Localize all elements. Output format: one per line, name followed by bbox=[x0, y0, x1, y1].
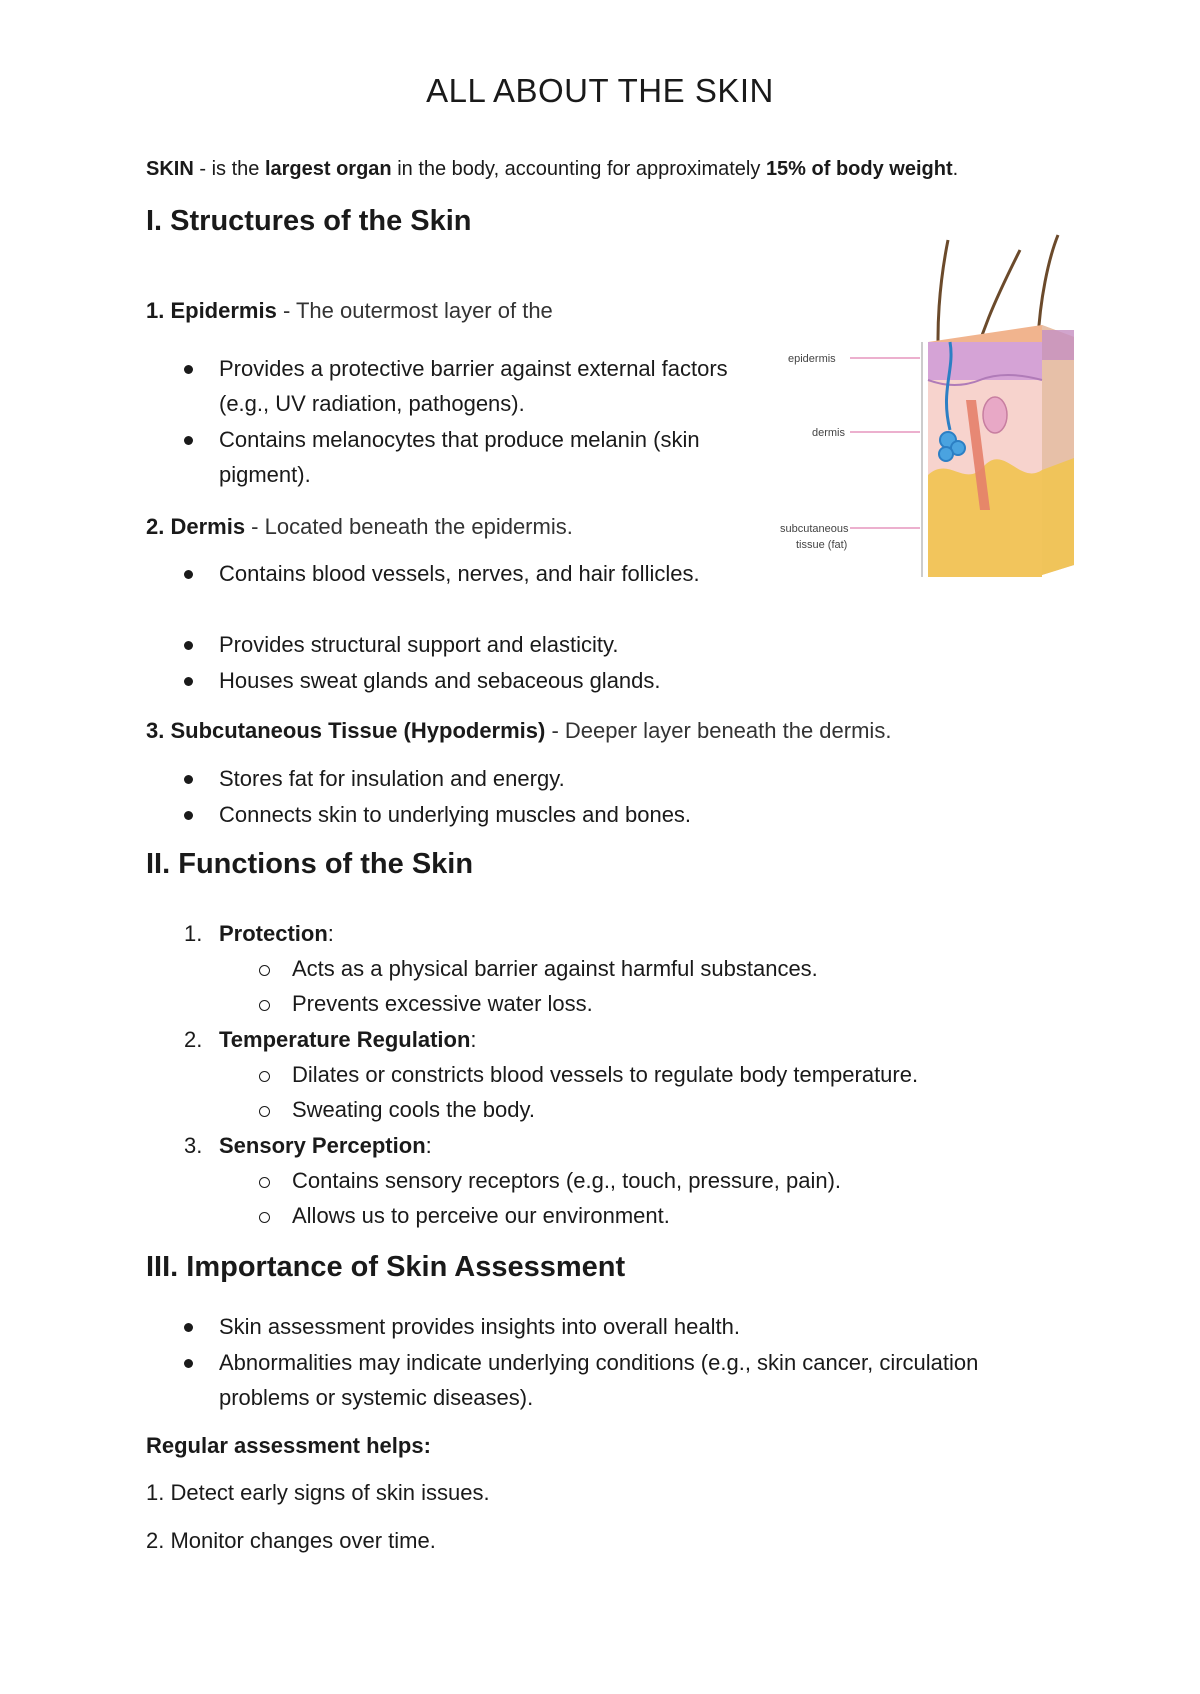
label-subcutaneous: subcutaneous bbox=[780, 523, 849, 535]
numbered-item bbox=[184, 921, 334, 947]
bullet-dot bbox=[184, 677, 193, 686]
intro-text: - is the bbox=[193, 158, 265, 180]
sub-bullet-item bbox=[292, 956, 818, 982]
bullet-item bbox=[219, 663, 739, 698]
sub-bullet-item bbox=[292, 991, 593, 1017]
epidermis-layer bbox=[928, 342, 1042, 380]
circle-bullet bbox=[259, 1071, 270, 1082]
sub-bullet-text: Prevents excessive water loss. bbox=[292, 991, 593, 1016]
numbered-item bbox=[184, 1027, 477, 1053]
circle-bullet bbox=[259, 1106, 270, 1117]
bullet-dot bbox=[184, 811, 193, 820]
bullet-dot bbox=[184, 1323, 193, 1332]
subheading-label: 2. Dermis bbox=[146, 514, 246, 539]
intro-paragraph bbox=[146, 158, 958, 181]
bullet-item bbox=[219, 761, 1039, 796]
helps-item: 1. Detect early signs of skin issues. bbox=[146, 1480, 490, 1505]
sub-bullet-item bbox=[292, 1062, 918, 1088]
hair-strand bbox=[1038, 235, 1058, 340]
bullet-item bbox=[219, 627, 739, 662]
label-dermis: dermis bbox=[812, 427, 846, 439]
bullet-dot bbox=[184, 641, 193, 650]
bullet-item bbox=[219, 1309, 1039, 1344]
epidermis-side bbox=[1042, 330, 1074, 360]
fat-side bbox=[1042, 458, 1074, 575]
section-heading-functions: II. Functions of the Skin bbox=[146, 848, 474, 880]
intro-term: SKIN bbox=[146, 158, 194, 180]
helps-item: 2. Monitor changes over time. bbox=[146, 1528, 436, 1553]
sub-bullet-text: Sweating cools the body. bbox=[292, 1097, 535, 1122]
sub-bullet-item bbox=[292, 1168, 841, 1194]
circle-bullet bbox=[259, 1212, 270, 1223]
bullet-text: Connects skin to underlying muscles and bones. bbox=[219, 802, 692, 827]
assessment-helps-label bbox=[146, 1433, 431, 1459]
circle-bullet bbox=[259, 1000, 270, 1011]
bullet-item bbox=[219, 422, 739, 492]
circle-bullet bbox=[259, 1177, 270, 1188]
bullet-text: Contains melanocytes that produce melanin (skin pigment). bbox=[219, 427, 700, 487]
sub-bullet-item bbox=[292, 1097, 535, 1123]
label-epidermis: epidermis bbox=[788, 353, 836, 365]
bullet-item bbox=[219, 1345, 979, 1415]
subheading-desc: - Located beneath the epidermis. bbox=[245, 514, 573, 539]
bullet-dot bbox=[184, 570, 193, 579]
label-tissue-fat: tissue (fat) bbox=[796, 539, 848, 551]
bullet-text: Abnormalities may indicate underlying conditions (e.g., skin cancer, circulation problems or systemic diseases). bbox=[219, 1350, 979, 1410]
subheading-dermis bbox=[146, 514, 573, 540]
item-label: Sensory Perception bbox=[219, 1133, 426, 1158]
intro-text: in the body, accounting for approximately bbox=[391, 158, 766, 180]
item-suffix: : bbox=[470, 1027, 477, 1052]
item-label: Protection bbox=[219, 921, 328, 946]
item-suffix: : bbox=[327, 921, 334, 946]
sub-bullet-text: Allows us to perceive our environment. bbox=[292, 1203, 670, 1228]
bullet-text: Provides structural support and elasticity. bbox=[219, 632, 619, 657]
bullet-text: Stores fat for insulation and energy. bbox=[219, 766, 565, 791]
section-heading-structures: I. Structures of the Skin bbox=[146, 205, 472, 237]
intro-bold-2: 15% of body weight bbox=[765, 158, 953, 180]
bullet-dot bbox=[184, 436, 193, 445]
item-number: 3. bbox=[184, 1133, 203, 1158]
subheading-desc: - The outermost layer of the bbox=[276, 298, 553, 323]
bullet-item bbox=[219, 797, 1039, 832]
item-label: Temperature Regulation bbox=[219, 1027, 471, 1052]
sub-bullet-text: Acts as a physical barrier against harmful substances. bbox=[292, 956, 818, 981]
sweat-gland bbox=[939, 447, 953, 461]
subheading-desc: - Deeper layer beneath the dermis. bbox=[545, 718, 892, 743]
item-number: 2. bbox=[184, 1027, 203, 1052]
bullet-item bbox=[219, 351, 739, 421]
intro-bold-1: largest organ bbox=[264, 158, 392, 180]
sebaceous-gland bbox=[983, 397, 1007, 433]
subheading-label: 1. Epidermis bbox=[146, 298, 277, 323]
subheading-label: 3. Subcutaneous Tissue (Hypodermis) bbox=[146, 718, 546, 743]
section-heading-assessment: III. Importance of Skin Assessment bbox=[146, 1251, 626, 1283]
bullet-dot bbox=[184, 775, 193, 784]
numbered-item bbox=[184, 1133, 432, 1159]
subheading-subcutaneous bbox=[146, 718, 891, 744]
skin-layers-diagram bbox=[780, 230, 1120, 600]
bullet-text: Houses sweat glands and sebaceous glands. bbox=[219, 668, 661, 693]
bullet-dot bbox=[184, 365, 193, 374]
subheading-epidermis bbox=[146, 298, 553, 324]
item-suffix: : bbox=[425, 1133, 432, 1158]
item-number: 1. bbox=[184, 921, 203, 946]
sub-bullet-item bbox=[292, 1203, 670, 1229]
bullet-text: Contains blood vessels, nerves, and hair follicles. bbox=[219, 561, 700, 586]
bullet-text: Provides a protective barrier against external factors (e.g., UV radiation, pathogens). bbox=[219, 356, 728, 416]
sub-bullet-text: Contains sensory receptors (e.g., touch, pressure, pain). bbox=[292, 1168, 842, 1193]
bullet-dot bbox=[184, 1359, 193, 1368]
bullet-text: Skin assessment provides insights into overall health. bbox=[219, 1314, 740, 1339]
sub-bullet-text: Dilates or constricts blood vessels to regulate body temperature. bbox=[292, 1062, 919, 1087]
intro-text: . bbox=[952, 158, 959, 180]
bullet-item bbox=[219, 556, 739, 591]
page-title: ALL ABOUT THE SKIN bbox=[426, 72, 774, 109]
circle-bullet bbox=[259, 965, 270, 976]
helps-label-text: Regular assessment helps: bbox=[146, 1433, 431, 1458]
